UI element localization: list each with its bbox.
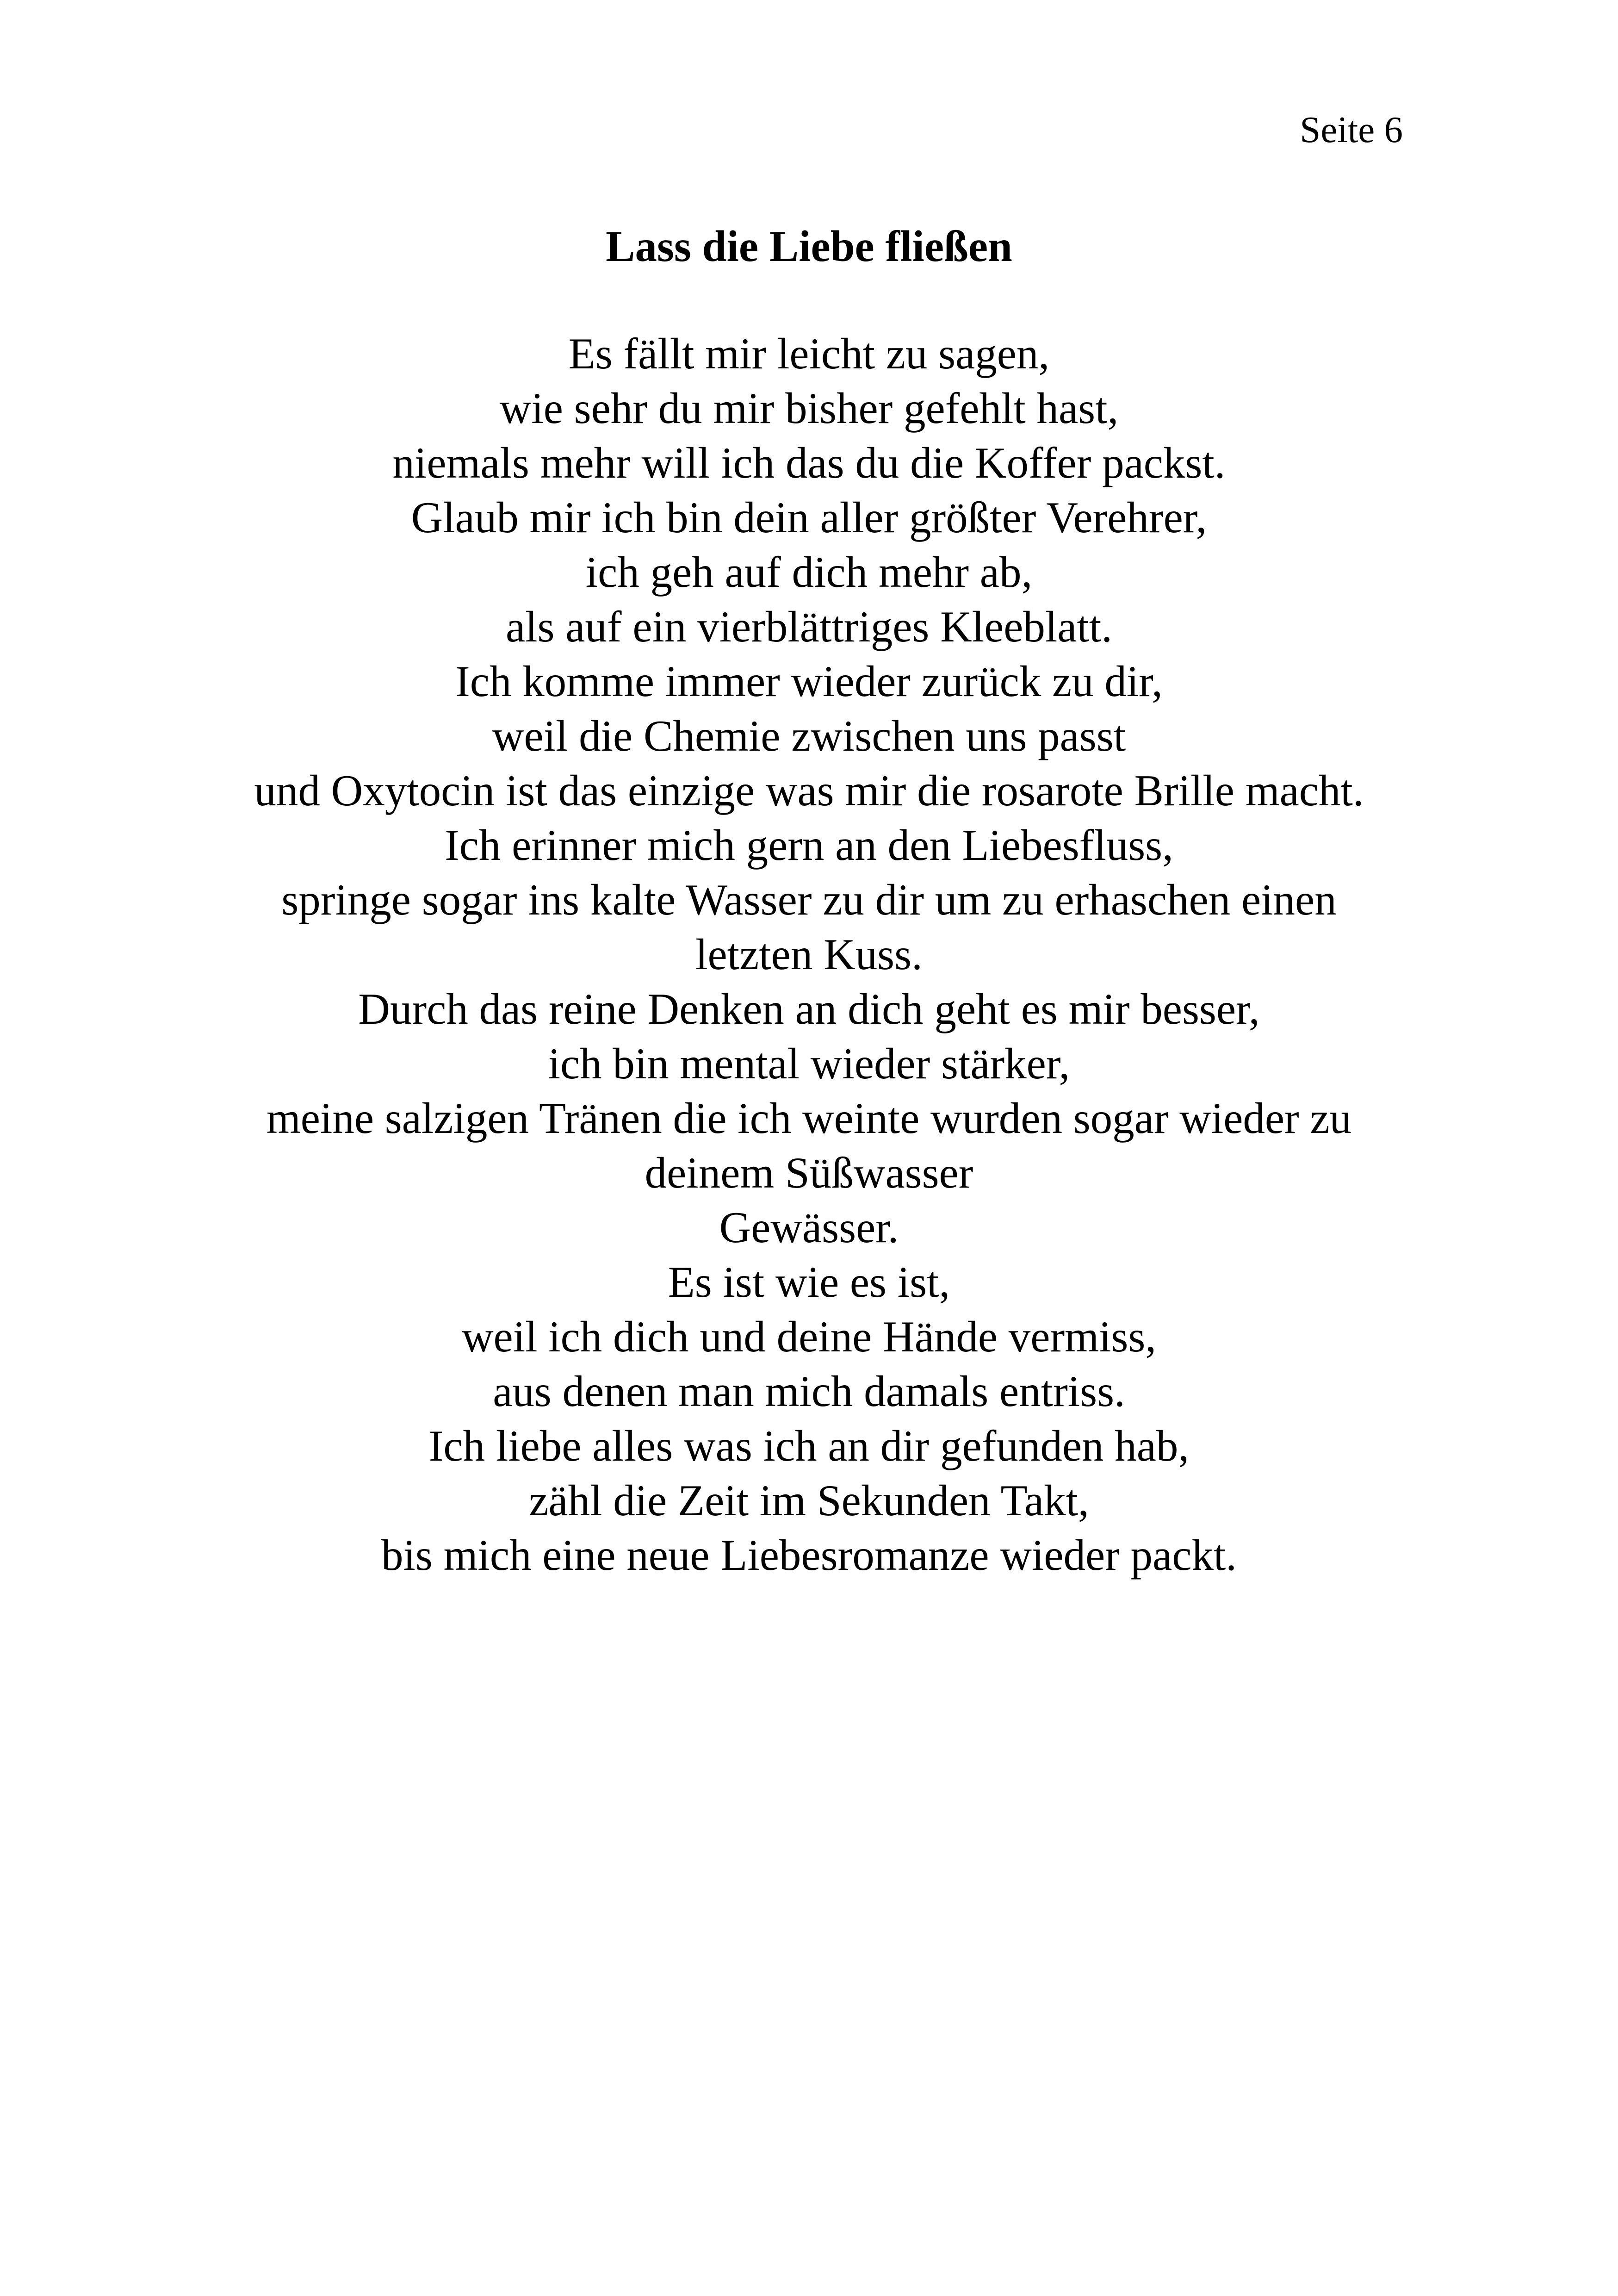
- poem-line: ich geh auf dich mehr ab,: [585, 548, 1033, 597]
- poem-line: deinem Süßwasser: [645, 1148, 973, 1197]
- poem-line: und Oxytocin ist das einzige was mir die rosarote Brille macht.: [254, 766, 1364, 815]
- poem-line: Es fällt mir leicht zu sagen,: [568, 329, 1050, 378]
- poem-line: ich bin mental wieder stärker,: [548, 1039, 1070, 1088]
- poem-line: Durch das reine Denken an dich geht es mir besser,: [358, 984, 1260, 1033]
- poem-line: aus denen man mich damals entriss.: [493, 1367, 1125, 1416]
- poem-line: Ich liebe alles was ich an dir gefunden hab,: [428, 1421, 1190, 1470]
- poem-line: springe sogar ins kalte Wasser zu dir um zu erhaschen einen: [281, 875, 1337, 924]
- poem-line: bis mich eine neue Liebesromanze wieder packt.: [381, 1531, 1237, 1580]
- poem-body: [0, 326, 1618, 1582]
- poem-line: Gewässer.: [719, 1203, 899, 1252]
- poem-title: Lass die Liebe fließen: [606, 222, 1012, 271]
- poem-line: Ich erinner mich gern an den Liebesfluss,: [445, 821, 1173, 870]
- poem-line: zähl die Zeit im Sekunden Takt,: [529, 1476, 1089, 1525]
- poem-line: Ich komme immer wieder zurück zu dir,: [455, 657, 1163, 706]
- poem-line: wie sehr du mir bisher gefehlt hast,: [499, 384, 1119, 433]
- poem-line: meine salzigen Tränen die ich weinte wurden sogar wieder zu: [266, 1094, 1352, 1143]
- poem-line: Glaub mir ich bin dein aller größter Verehrer,: [411, 493, 1207, 542]
- poem-line: weil ich dich und deine Hände vermiss,: [461, 1312, 1157, 1361]
- page-number: Seite 6: [1300, 109, 1403, 150]
- poem-line: niemals mehr will ich das du die Koffer packst.: [392, 438, 1226, 487]
- poem-line: weil die Chemie zwischen uns passt: [492, 711, 1126, 760]
- poem-line: letzten Kuss.: [695, 930, 923, 979]
- poem-line: als auf ein vierblättriges Kleeblatt.: [505, 602, 1113, 651]
- poem-line: Es ist wie es ist,: [668, 1257, 950, 1307]
